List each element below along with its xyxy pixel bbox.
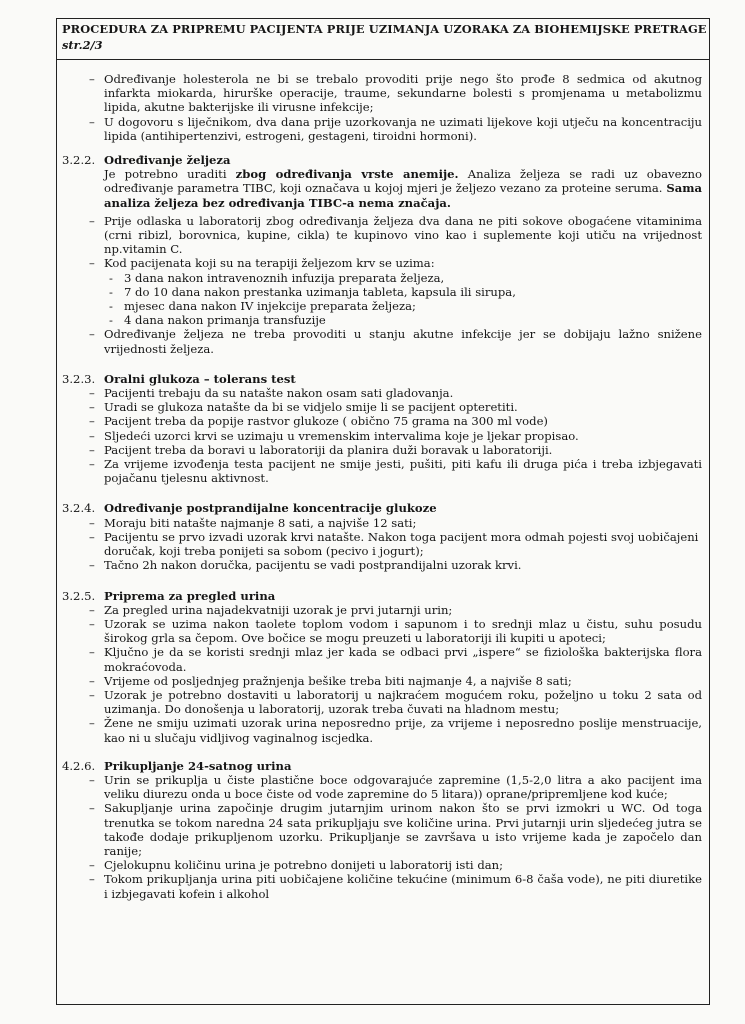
list-item: – Za pregled urina najadekvatniji uzorak je prvi jutarnji urin; bbox=[89, 602, 453, 617]
list-item: – Prije odlaska u laboratorij zbog određivanja željeza dva dana ne piti sokove obogaćene vitaminima (crni ribizl, borovnica, kupine, cikla) te kupinovo vino kao i suplemente koji utiču na vrijednost np.vitamin C. bbox=[89, 213, 702, 257]
list-item: – Tačno 2h nakon doručka, pacijentu se vadi postprandijalni uzorak krvi. bbox=[89, 558, 522, 573]
list-item: – Pacijent treba da popije rastvor glukoze ( obično 75 grama na 300 ml vode) bbox=[89, 414, 548, 429]
list-item: – Sljedeći uzorci krvi se uzimaju u vremenskim intervalima koje je ljekar propisao. bbox=[89, 428, 579, 443]
list-item: – Ključno je da se koristi srednji mlaz jer kada se odbaci prvi „ispere“ se fiziološka bakterijska flora mokraćovoda. bbox=[89, 645, 702, 674]
sub-list-item: - 7 do 10 dana nakon prestanka uzimanja tableta, kapsula ili sirupa, bbox=[109, 284, 516, 299]
list-item: – Uzorak je potrebno dostaviti u laboratorij u najkraćem mogućem roku, poželjno u toku 2 sata od uzimanja. Do donošenja u laboratorij, uzorak treba čuvati na hladnom mestu; bbox=[89, 687, 702, 717]
list-item: – Kod pacijenata koji su na terapiji željezom krv se uzima: bbox=[89, 256, 435, 271]
list-item: – Pacijenti trebaju da su natašte nakon osam sati gladovanja. bbox=[89, 386, 454, 401]
list-item: – Za vrijeme izvođenja testa pacijent ne smije jesti, pušiti, piti kafu ili druga pića i treba izbjegavati pojačanu tjelesnu aktivnost. bbox=[89, 457, 702, 486]
document-title: PROCEDURA ZA PRIPREMU PACIJENTA PRIJE UZIMANJA UZORAKA ZA BIOHEMIJSKE PRETRAGE bbox=[62, 22, 707, 36]
sub-list-item: - mjesec dana nakon IV injekcije preparata željeza; bbox=[109, 299, 416, 314]
list-item: – Uradi se glukoza natašte da bi se vidjelo smije li se pacijent opteretiti. bbox=[89, 400, 518, 415]
list-item: – Moraju biti natašte najmanje 8 sati, a najviše 12 sati; bbox=[89, 515, 417, 530]
section-paragraph: Je potrebno uraditi zbog određivanja vrste anemije. Analiza željeza se radi uz obavezno određivanje parametra TIBC, koji označava u kojoj mjeri je željezo vezano za proteine seruma. Sama analiza željeza bez određivanja TIBC-a nema značaja. bbox=[104, 167, 702, 210]
intro-list bbox=[62, 72, 702, 143]
list-item: – Urin se prikuplja u čiste plastične boce odgovarajuće zapremine (1,5-2,0 litra a ako pacijent ima veliku diurezu onda u boce čiste od vode zapremine do 5 litara)) oprane/pripremljene kod kuće; bbox=[89, 772, 702, 802]
page-number: str.2/3 bbox=[62, 38, 103, 52]
list-item: – Cjelokupnu količinu urina je potrebno donijeti u laboratorij isti dan; bbox=[89, 858, 504, 873]
list-item: – Žene ne smiju uzimati uzorak urina neposredno prije, za vrijeme i neposredno poslije menstruacije, kao ni u slučaju vidljivog vaginalnog iscjedka. bbox=[89, 716, 702, 745]
section-heading: 3.2.5. Priprema za pregled urina bbox=[62, 588, 276, 603]
section-heading: 4.2.6. Prikupljanje 24-satnog urina bbox=[62, 758, 292, 773]
section-heading: 3.2.4. Određivanje postprandijalne koncentracije glukoze bbox=[62, 501, 437, 516]
sub-list-item: - 4 dana nakon primanja transfuzije bbox=[109, 313, 326, 328]
list-item: – Pacijentu se prvo izvadi uzorak krvi natašte. Nakon toga pacijent mora odmah pojesti svoj uobičajeni doručak, koji treba ponijeti sa sobom (pecivo i jogurt); bbox=[89, 529, 699, 559]
list-item: – Vrijeme od posljednjeg pražnjenja bešike treba biti najmanje 4, a najviše 8 sati; bbox=[89, 673, 572, 688]
list-item: – U dogovoru s liječnikom, dva dana prije uzorkovanja ne uzimati lijekove koji utječu na koncentraciju lipida (antihipertenzivi, estrogeni, gestageni, tiroidni hormoni). bbox=[89, 114, 702, 143]
list-item: – Uzorak se uzima nakon taolete toplom vodom i sapunom i to srednji mlaz u čistu, suhu posudu širokog grla sa čepom. Ove bočice se mogu preuzeti u laboratoriji ili kupiti u apoteci; bbox=[89, 616, 702, 646]
list-item: – Određivanje željeza ne treba provoditi u stanju akutne infekcije jer se dobijaju lažno snižene vrijednosti željeza. bbox=[89, 327, 702, 356]
document-body bbox=[62, 72, 702, 901]
document-header bbox=[56, 18, 710, 60]
section-heading: 3.2.3. Oralni glukoza – tolerans test bbox=[62, 371, 296, 386]
list-item: – Tokom prikupljanja urina piti uobičajene količine tekućine (minimum 6-8 čaša vode), ne piti diuretike i izbjegavati kofein i alkohol bbox=[89, 872, 702, 901]
list-item: – Pacijent treba da boravi u laboratoriji da planira duži boravak u laboratoriji. bbox=[89, 442, 553, 457]
list-item: – Određivanje holesterola ne bi se trebalo provoditi prije nego što prođe 8 sedmica od akutnog infarkta miokarda, hirurške operacije, traume, sekundarne bolesti s promjenama u metabolizmu lipida, akutne bakterijske ili virusne infekcije; bbox=[89, 72, 702, 115]
list-item: – Sakupljanje urina započinje drugim jutarnjim urinom nakon što se prvi izmokri u WC. Od toga trenutka se tokom naredna 24 sata prikupljaju sve količine urina. Prvi jutarnji urin sljedećeg jutra se takođe dodaje prikupljenom uzorku. Prikupljanje se završava u isto vrijeme kada je započelo dan ranije; bbox=[89, 801, 702, 858]
sub-list-item: - 3 dana nakon intravenoznih infuzija preparata željeza, bbox=[109, 270, 445, 285]
section-heading: 3.2.2. Određivanje željeza bbox=[62, 153, 231, 168]
